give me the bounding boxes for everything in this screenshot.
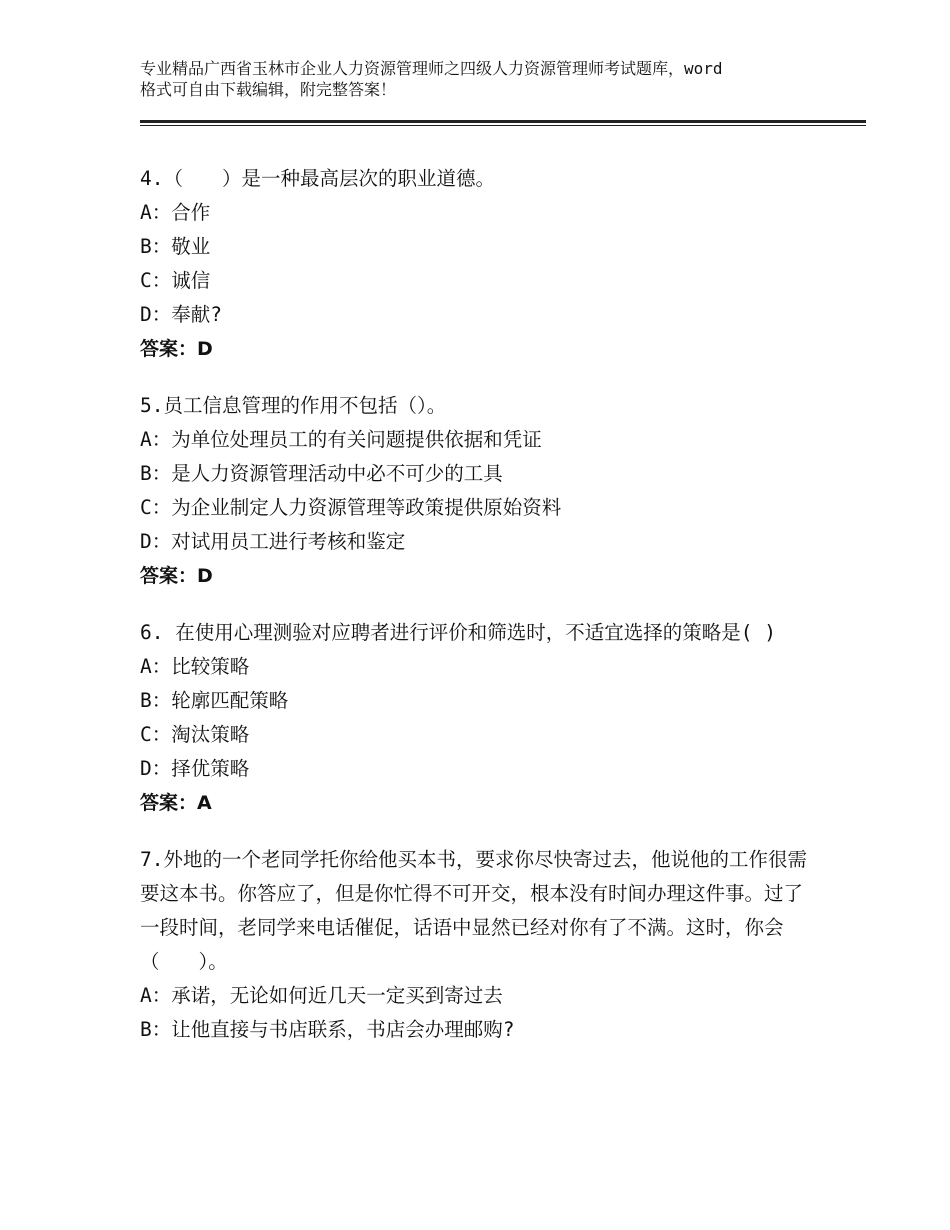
option-b: B：是人力资源管理活动中必不可少的工具	[140, 462, 503, 485]
option-a: A：比较策略	[140, 655, 250, 678]
option-c: C：诚信	[140, 269, 211, 292]
document-header	[140, 58, 840, 100]
answer-label: 答案：	[140, 565, 198, 587]
header-line-2: 格式可自由下载编辑，附完整答案！	[140, 80, 397, 99]
header-divider-thin	[140, 125, 866, 126]
answer-line	[140, 786, 820, 820]
question-stem: 5.员工信息管理的作用不包括（）。	[140, 394, 447, 417]
question-stem: 7.外地的一个老同学托你给他买本书，要求你尽快寄过去，他说他的工作很需要这本书。你答应了，但是你忙得不可开交，根本没有时间办理这件事。过了一段时间，老同学来电话催促，话语中显然已经对你有了不满。这时，你会（ ）。	[140, 848, 807, 973]
answer-line	[140, 559, 820, 593]
question-4	[140, 162, 820, 366]
answer-label: 答案：	[140, 792, 198, 814]
question-stem: 4.（ ）是一种最高层次的职业道德。	[140, 167, 495, 190]
question-list	[140, 162, 820, 1070]
option-b: B：敬业	[140, 235, 211, 258]
question-5	[140, 389, 820, 593]
option-b: B：让他直接与书店联系，书店会办理邮购?	[140, 1018, 515, 1041]
answer-value: D	[197, 338, 213, 360]
question-7	[140, 843, 820, 1047]
option-c: C：为企业制定人力资源管理等政策提供原始资料	[140, 496, 562, 519]
header-line-1: 专业精品广西省玉林市企业人力资源管理师之四级人力资源管理师考试题库，word	[140, 59, 723, 78]
header-divider-thick	[140, 120, 866, 123]
option-a: A：承诺，无论如何近几天一定买到寄过去	[140, 984, 503, 1007]
option-d: D：对试用员工进行考核和鉴定	[140, 530, 406, 553]
option-b: B：轮廓匹配策略	[140, 689, 289, 712]
option-d: D：择优策略	[140, 757, 250, 780]
option-d: D：奉献?	[140, 303, 222, 326]
answer-line	[140, 332, 820, 366]
question-6	[140, 616, 820, 820]
answer-label: 答案：	[140, 338, 198, 360]
answer-value: A	[197, 792, 212, 814]
question-stem: 6. 在使用心理测验对应聘者进行评价和筛选时，不适宜选择的策略是( )	[140, 621, 776, 644]
option-c: C：淘汰策略	[140, 723, 250, 746]
answer-value: D	[197, 565, 213, 587]
option-a: A：为单位处理员工的有关问题提供依据和凭证	[140, 428, 542, 451]
option-a: A：合作	[140, 201, 211, 224]
